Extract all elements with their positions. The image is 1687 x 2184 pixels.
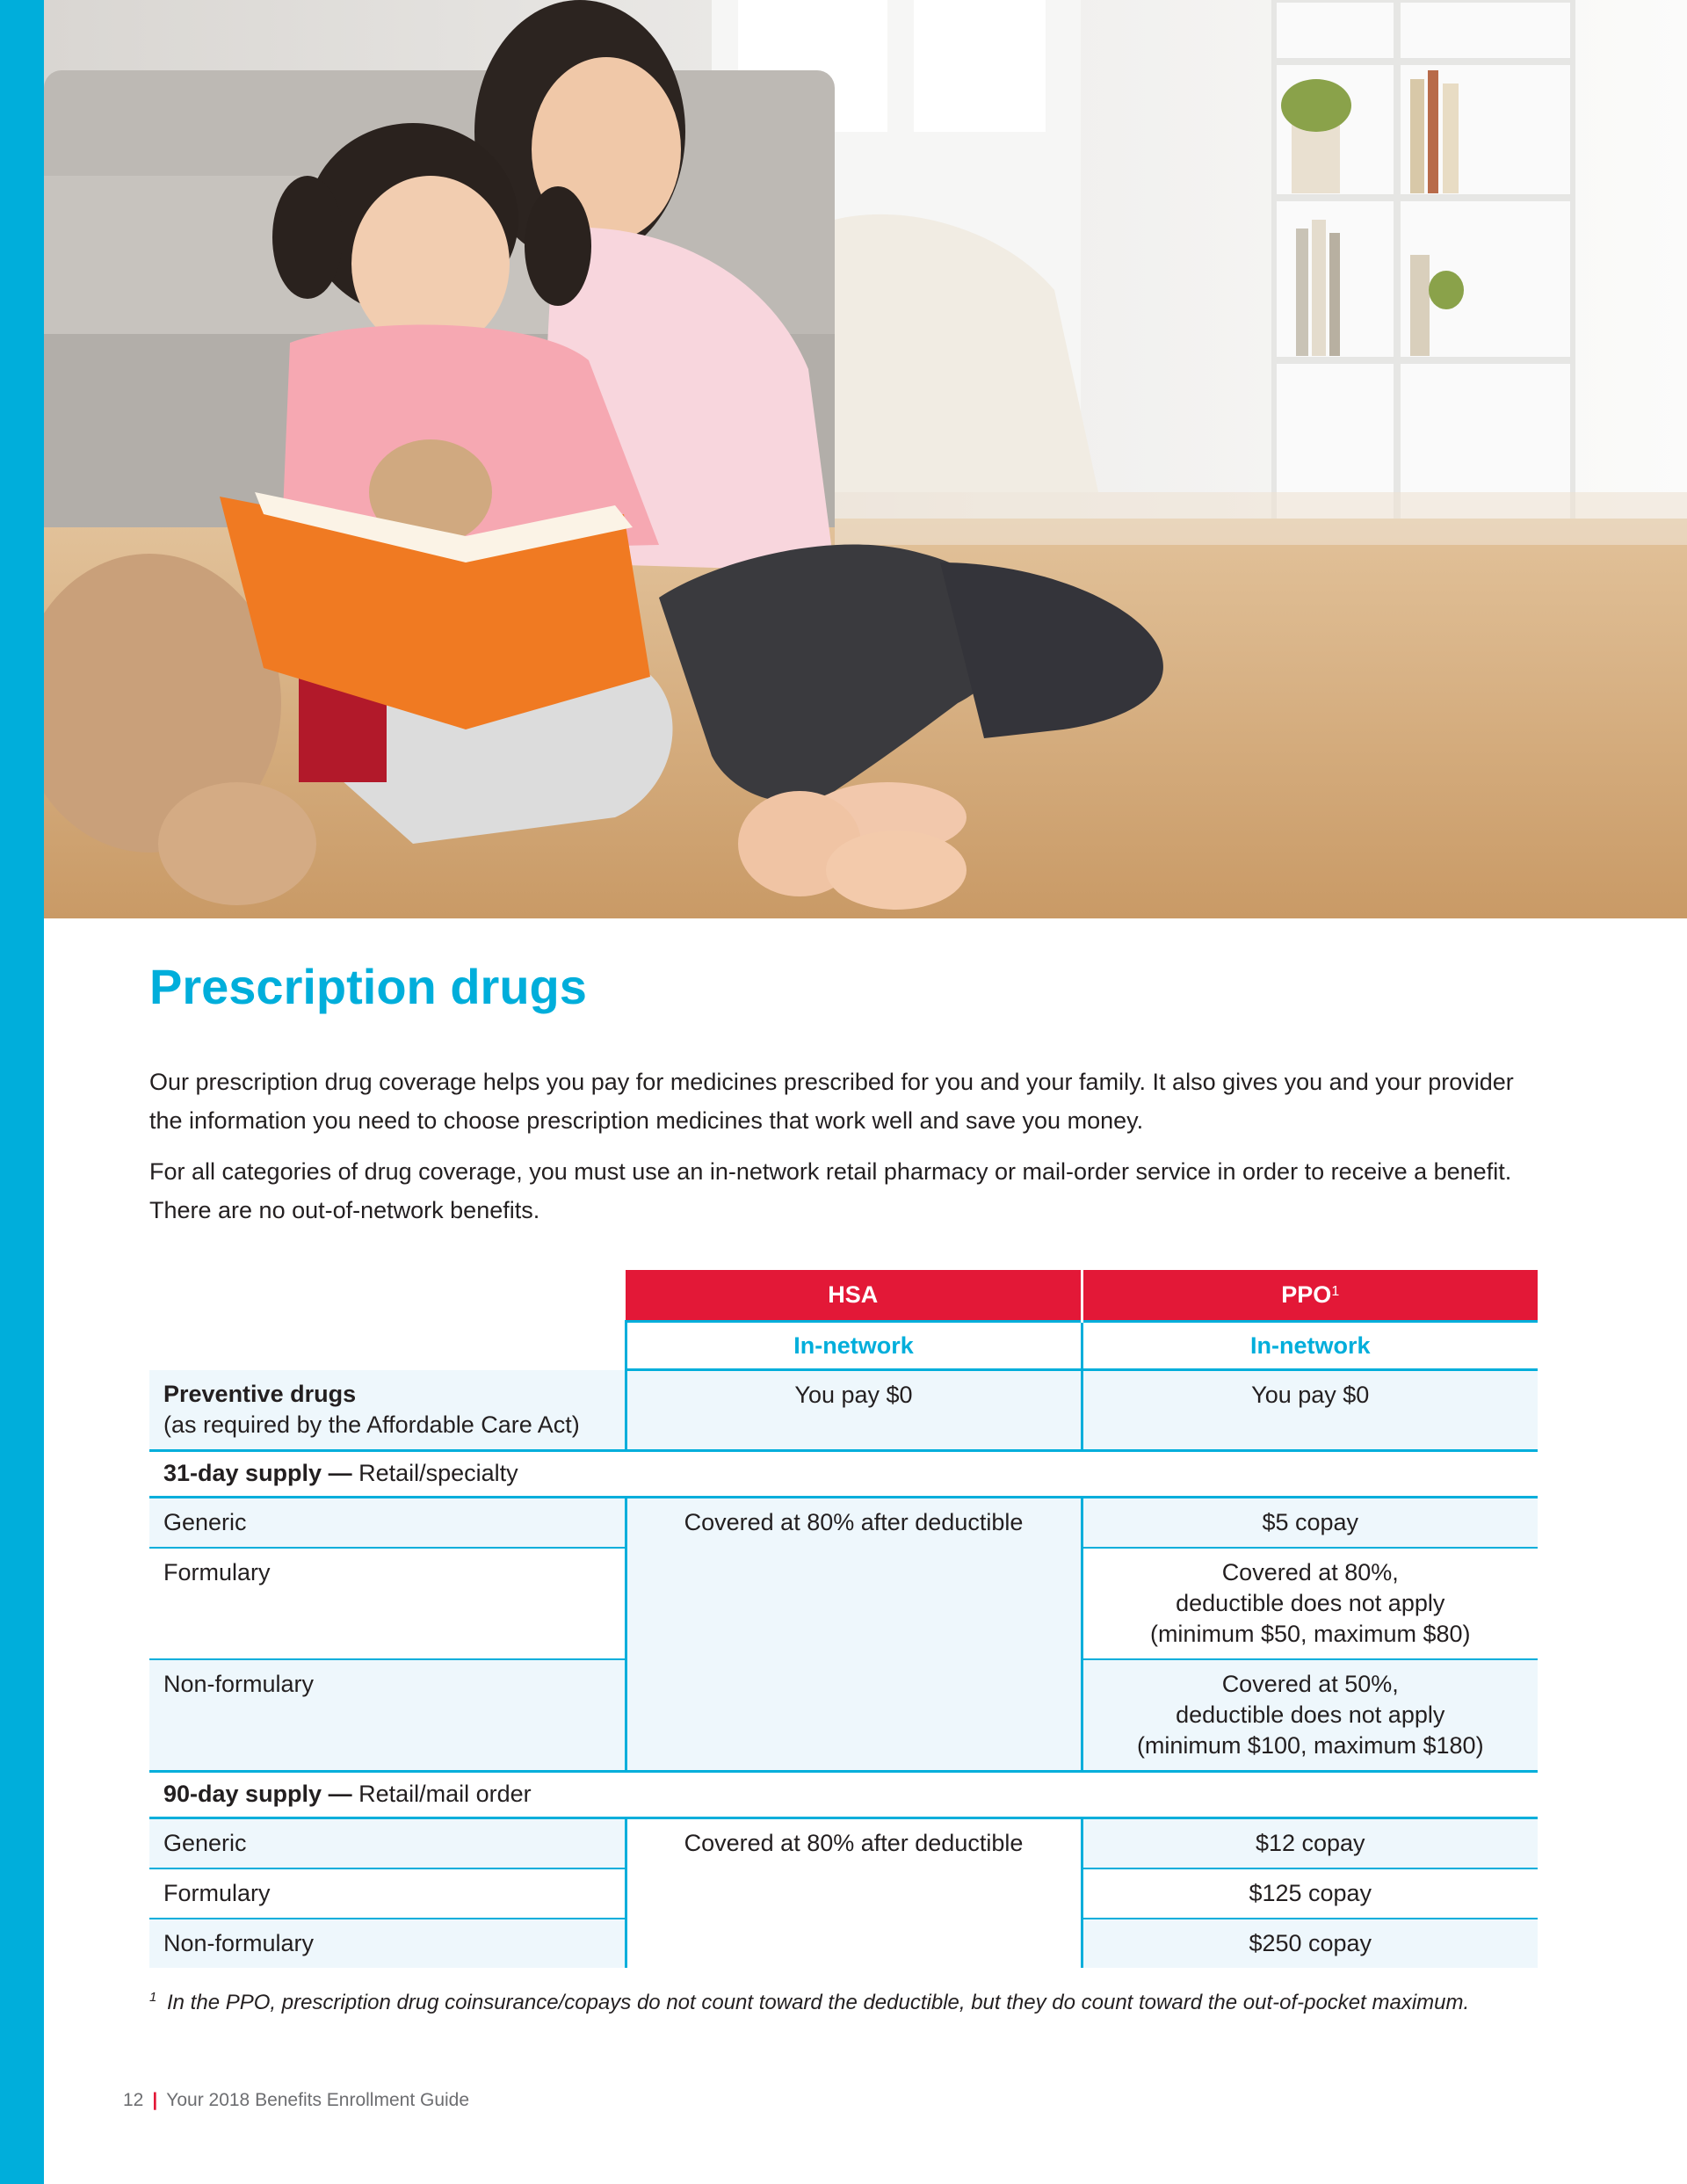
section-31-day-heading [149, 1450, 1538, 1497]
ppo-value [1082, 1659, 1538, 1772]
ppo-value: $5 copay [1082, 1497, 1538, 1548]
row-label: Formulary [149, 1548, 626, 1659]
row-label: Generic [163, 1829, 247, 1856]
guide-title: Your 2018 Benefits Enrollment Guide [166, 2090, 470, 2110]
subheader-hsa-in-network: In-network [626, 1322, 1082, 1370]
ppo-value: $125 copay [1082, 1868, 1538, 1919]
row-label: Non-formulary [149, 1919, 626, 1968]
hsa-31-day-value: Covered at 80% after deductible [626, 1497, 1082, 1771]
network-requirement-paragraph: For all categories of drug coverage, you must use an in-network retail pharmacy or mail-order service in order to receive a benefit. There are no out-of-network benefits. [149, 1158, 1512, 1223]
row-label: Formulary [149, 1868, 626, 1919]
ppo-footnote [149, 1988, 1520, 2018]
preventive-ppo-value: You pay $0 [1082, 1370, 1538, 1451]
footer-separator: | [152, 2090, 158, 2110]
ppo-footnote-marker: 1 [1331, 1284, 1340, 1299]
section-90-day-label: 90-day supply [163, 1781, 322, 1807]
page-title: Prescription drugs [149, 959, 587, 1014]
ppo-value-line: (minimum $100, maximum $180) [1136, 1731, 1484, 1759]
preventive-drugs-row [149, 1370, 1538, 1451]
ppo-value: $250 copay [1082, 1919, 1538, 1968]
footnote-text: In the PPO, prescription drug coinsurance/copays do not count toward the deductible, but they do count toward the out-of-pocket maximum. [167, 1991, 1470, 2014]
page-number: 12 [123, 2090, 144, 2110]
ppo-value-line: Covered at 80%, [1221, 1558, 1399, 1585]
column-header-ppo [1082, 1270, 1538, 1322]
preventive-label-cell [149, 1370, 626, 1451]
header-blank-cell [149, 1270, 626, 1322]
intro-paragraph: Our prescription drug coverage helps you pay for medicines prescribed for you and your family. It also gives you and your provider the information you need to choose prescription medicines that work well and save you money. [149, 1069, 1514, 1134]
section-90-day-heading [149, 1771, 1538, 1818]
section-31-day-label: 31-day supply [163, 1460, 322, 1486]
ppo-value-line: (minimum $50, maximum $80) [1149, 1620, 1471, 1647]
hero-photo [44, 0, 1687, 918]
section-31-day-sub-label: Retail/specialty [358, 1460, 518, 1486]
subheader-row [149, 1322, 1538, 1370]
table-row [149, 1497, 1538, 1548]
ppo-value-line: deductible does not apply [1176, 1589, 1445, 1616]
footnote-marker: 1 [149, 1990, 157, 2005]
preventive-label: Preventive drugs [163, 1380, 357, 1407]
hsa-90-day-value: Covered at 80% after deductible [626, 1818, 1082, 1968]
ppo-value [1082, 1548, 1538, 1659]
subheader-blank-cell [149, 1322, 626, 1370]
ppo-value-line: deductible does not apply [1176, 1701, 1445, 1728]
subheader-ppo-in-network: In-network [1082, 1322, 1538, 1370]
section-31-day-dash: — [328, 1460, 352, 1486]
row-label: Non-formulary [149, 1659, 626, 1772]
section-90-day-supply [149, 1771, 1538, 1818]
column-header-hsa [626, 1270, 1082, 1322]
section-90-day-sub-label: Retail/mail order [358, 1781, 532, 1807]
table-header-row [149, 1270, 1538, 1322]
section-31-day-supply [149, 1450, 1538, 1497]
preventive-hsa-value: You pay $0 [626, 1370, 1082, 1451]
page-footer [123, 2090, 469, 2111]
ppo-label: PPO [1281, 1281, 1332, 1308]
ppo-value-line: Covered at 50%, [1221, 1670, 1399, 1697]
hsa-label: HSA [828, 1281, 879, 1308]
prescription-coverage-table [149, 1270, 1538, 1968]
table-row [149, 1818, 1538, 1868]
side-accent-bar [0, 0, 44, 2184]
section-90-day-dash: — [328, 1781, 352, 1807]
ppo-value: $12 copay [1082, 1818, 1538, 1868]
row-label: Generic [163, 1508, 247, 1535]
preventive-sub-label: (as required by the Affordable Care Act) [163, 1411, 580, 1438]
